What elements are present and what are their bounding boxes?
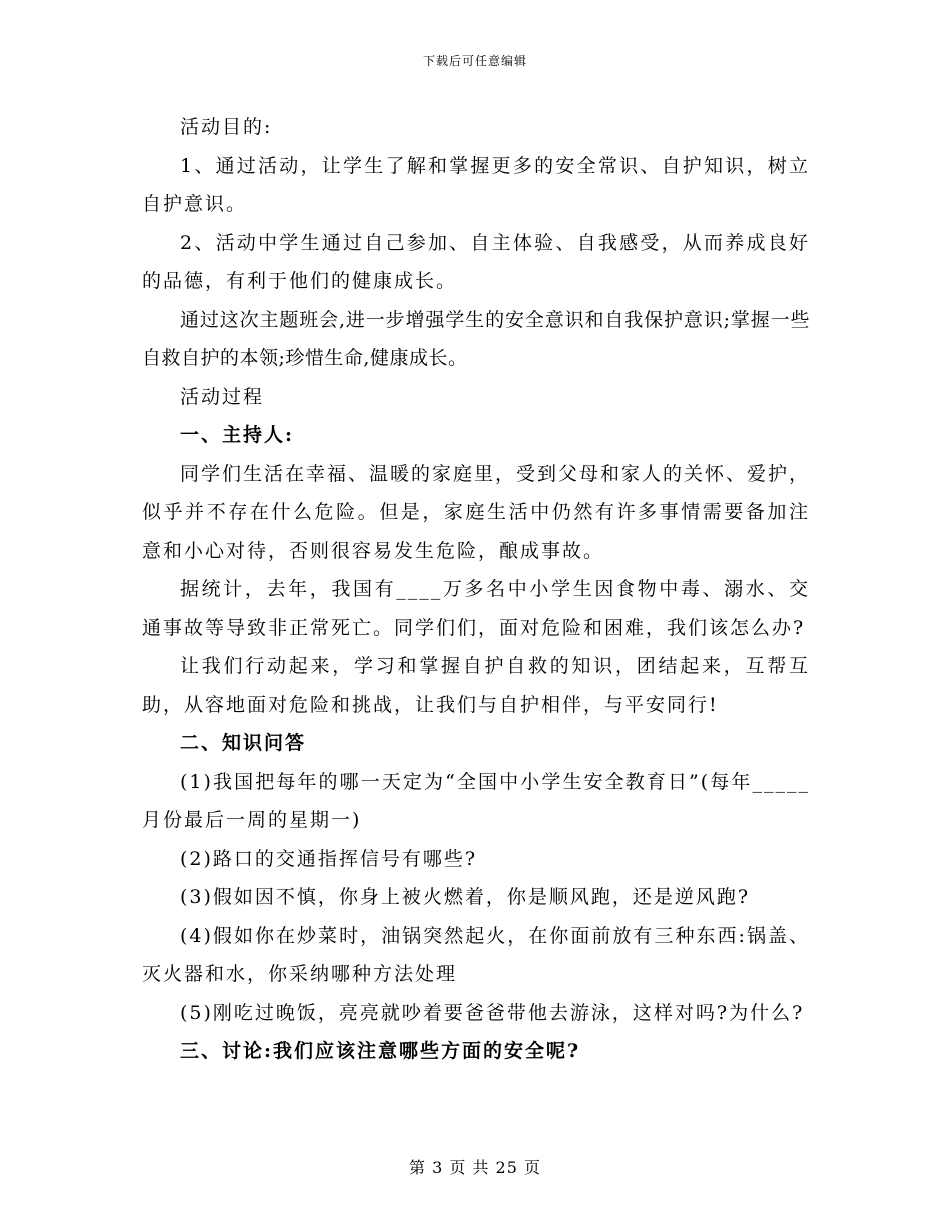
quiz-question-1: (1)我国把每年的哪一天定为“全国中小学生安全教育日”(每年_____月份最后一周的星期一) bbox=[142, 770, 810, 831]
page-header: 下载后可任意编辑 bbox=[422, 54, 527, 68]
section-heading-quiz: 二、知识问答 bbox=[180, 732, 307, 754]
paragraph-class-meeting-purpose: 通过这次主题班会,进一步增强学生的安全意识和自我保护意识;掌握一些自救自护的本领;珍惜生命,健康成长。 bbox=[142, 308, 810, 369]
paragraph-statistics: 据统计，去年，我国有____万多名中小学生因食物中毒、溺水、交通事故等导致非正常死亡。同学们们，面对危险和困难，我们该怎么办? bbox=[142, 578, 810, 639]
quiz-question-3: (3)假如因不慎，你身上被火燃着，你是顺风跑，还是逆风跑? bbox=[180, 886, 751, 908]
paragraph-host-intro: 同学们生活在幸福、温暖的家庭里，受到父母和家人的关怀、爱护，似乎并不存在什么危险。但是，家庭生活中仍然有许多事情需要备加注意和小心对待，否则很容易发生危险，酿成事故。 bbox=[142, 462, 811, 562]
paragraph-goal-1: 1、通过活动，让学生了解和掌握更多的安全常识、自护知识，树立自护意识。 bbox=[142, 154, 810, 215]
document-body bbox=[142, 108, 810, 1071]
paragraph-activity-goal-heading: 活动目的: bbox=[180, 116, 273, 138]
paragraph-goal-2: 2、活动中学生通过自己参加、自主体验、自我感受，从而养成良好的品德，有利于他们的健康成长。 bbox=[142, 231, 810, 292]
quiz-question-2: (2)路口的交通指挥信号有哪些? bbox=[180, 847, 478, 870]
section-heading-discussion: 三、讨论:我们应该注意哪些方面的安全呢? bbox=[180, 1040, 581, 1062]
section-heading-host: 一、主持人: bbox=[180, 424, 295, 446]
paragraph-activity-process-heading: 活动过程 bbox=[180, 385, 265, 408]
page-number: 第 3 页 共 25 页 bbox=[409, 1158, 541, 1177]
paragraph-call-to-action: 让我们行动起来，学习和掌握自护自救的知识，团结起来，互帮互助，从容地面对危险和挑战，让我们与自护相伴，与平安同行! bbox=[142, 655, 810, 716]
quiz-question-4: (4)假如你在炒菜时，油锅突然起火，在你面前放有三种东西:锅盖、灭火器和水，你采纳哪种方法处理 bbox=[142, 924, 810, 985]
quiz-question-5: (5)刚吃过晚饭，亮亮就吵着要爸爸带他去游泳，这样对吗?为什么? bbox=[180, 1001, 805, 1024]
